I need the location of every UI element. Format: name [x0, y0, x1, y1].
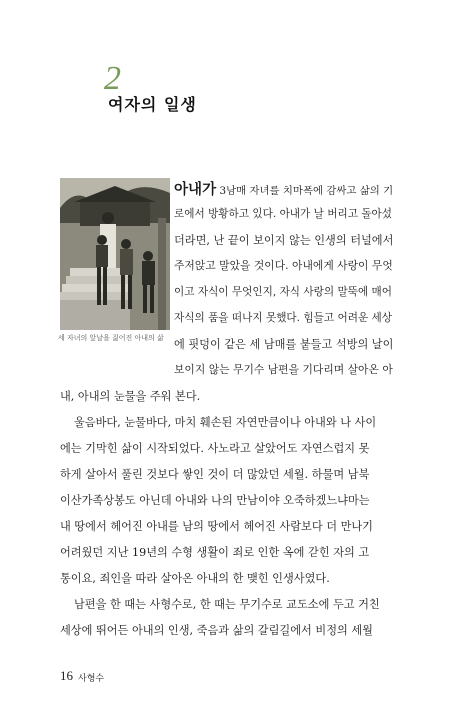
body-line: 보이지 않는 무기수 남편을 기다리며 살아온 아: [174, 363, 393, 376]
family-photo: [60, 178, 170, 330]
body-line: 에는 기막힌 삶이 시작되었다. 사노라고 살았어도 자연스럽지 못: [60, 442, 370, 455]
body-line: 통이요, 죄인을 따라 살아온 아내의 한 맺힌 인생사였다.: [60, 572, 330, 585]
body-line: 남편을 한 때는 사형수로, 한 때는 무기수로 교도소에 두고 거친: [74, 598, 380, 611]
body-line: 더라면, 난 끝이 보이지 않는 인생의 터널에서: [174, 234, 394, 247]
body-line: 하게 살아서 풀린 것보다 쌓인 것이 더 많았던 세월. 하물며 남북: [60, 468, 370, 481]
body-line: 내 땅에서 헤어진 아내를 남의 땅에서 헤어진 사람보다 더 만나기: [60, 520, 373, 533]
running-title: 사형수: [78, 674, 105, 684]
body-line: 세상에 뛰어든 아내의 인생, 죽음과 삶의 갈림길에서 비정의 세월: [60, 624, 373, 637]
body-line: [174, 178, 393, 199]
body-line: 이고 자식이 무엇인지, 자식 사랑의 말뚝에 매어: [174, 286, 393, 298]
lead-word: 아내가: [174, 181, 217, 198]
chapter-numeral: 2: [104, 60, 121, 97]
body-line: 에 핏덩이 같은 세 남매를 붙들고 석방의 날이: [174, 338, 394, 351]
body-line: 어려웠던 지난 19년의 수형 생활이 죄로 인한 옥에 갇힌 자의 고: [60, 546, 370, 559]
chapter-title: 여자의 일생: [108, 95, 197, 114]
body-line: 이산가족상봉도 아닌데 아내와 나의 만남이야 오죽하겠느냐마는: [60, 494, 370, 507]
photo-caption: 세 자녀의 앞날을 짊어진 아내의 삶: [58, 334, 164, 342]
body-line: 울음바다, 눈물바다, 마치 훼손된 자연만큼이나 아내와 나 사이: [74, 416, 377, 429]
body-line: 주저앉고 말았을 것이다. 아내에게 사랑이 무엇: [174, 259, 393, 272]
page-number: 16: [60, 668, 73, 683]
body-text: 3남매 자녀를 치마폭에 감싸고 삶의 기: [216, 185, 394, 197]
body-line: 내, 아내의 눈물을 주워 본다.: [60, 390, 201, 403]
body-line: 로에서 방황하고 있다. 아내가 날 버리고 돌아섰: [174, 208, 393, 220]
body-line: 자식의 품을 떠나지 못했다. 힘들고 어려운 세상: [174, 312, 393, 324]
